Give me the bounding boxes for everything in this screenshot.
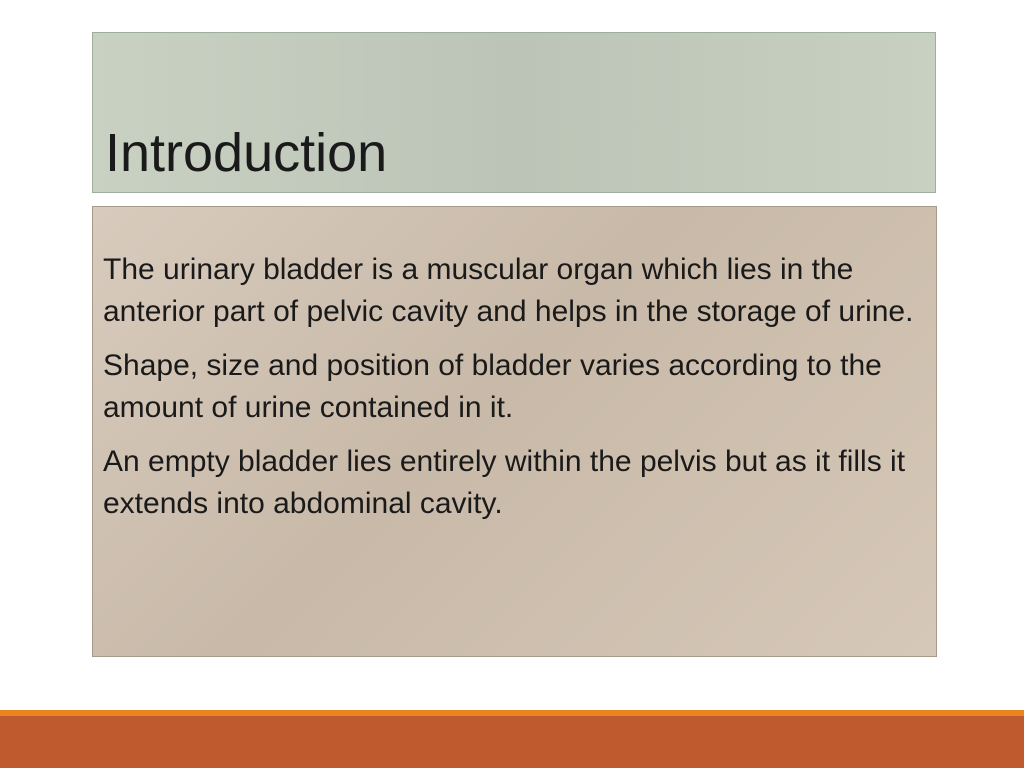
footer-bar bbox=[0, 716, 1024, 768]
slide-title: Introduction bbox=[105, 123, 388, 183]
paragraph-3: An empty bladder lies entirely within the pelvis but as it fills it extends into abdominal cavity. bbox=[103, 445, 906, 520]
paragraph-1: The urinary bladder is a muscular organ which lies in the anterior part of pelvic cavity and helps in the storage of urine. bbox=[103, 253, 914, 328]
paragraph-2: Shape, size and position of bladder varies according to the amount of urine contained in it. bbox=[103, 349, 882, 424]
content-body bbox=[103, 249, 933, 537]
title-box bbox=[92, 32, 936, 193]
content-box bbox=[92, 206, 937, 657]
